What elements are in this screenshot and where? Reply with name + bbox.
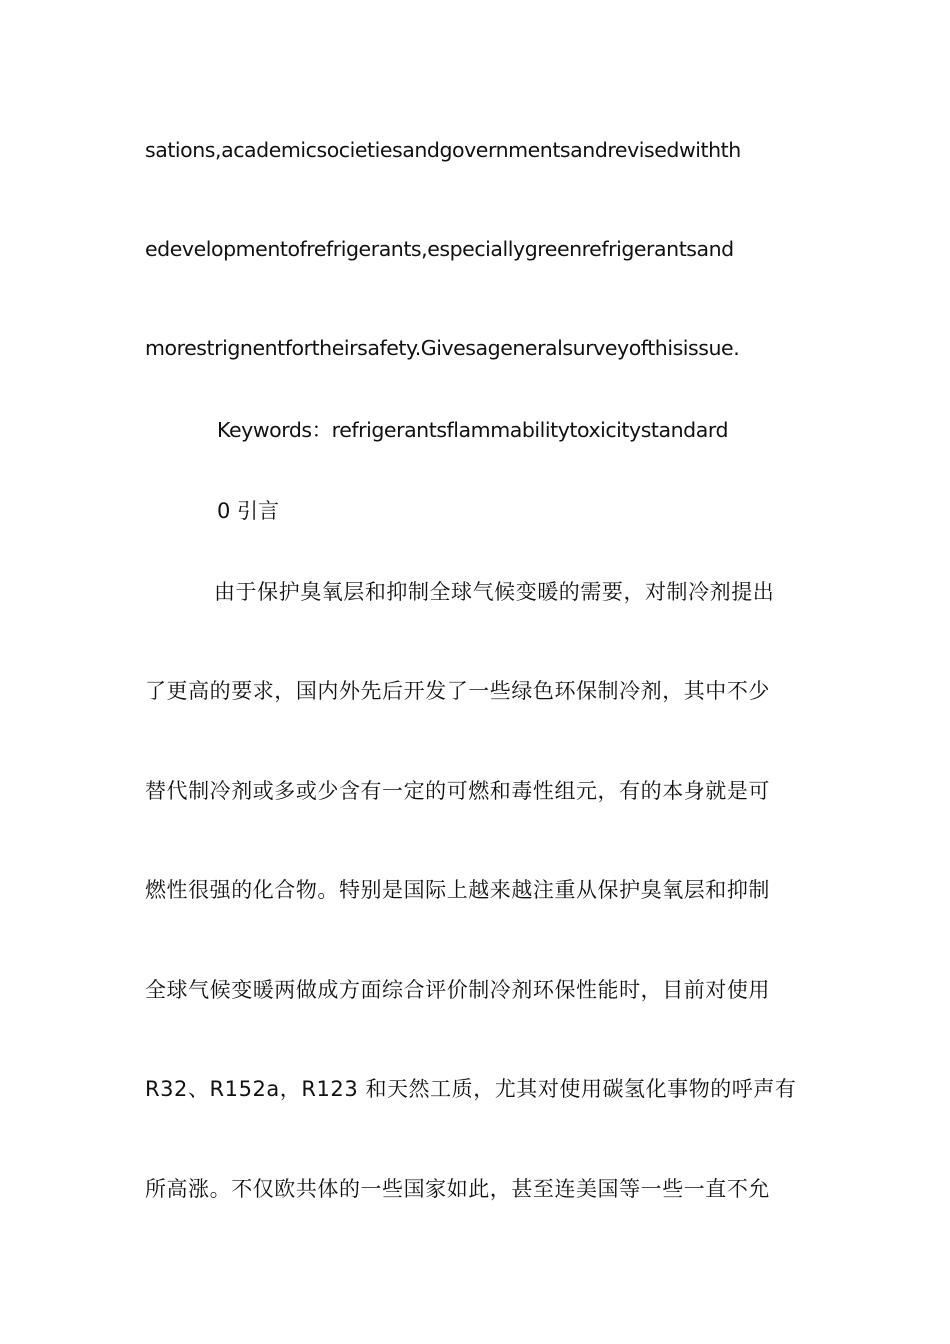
body-line-3: 替代制冷剂或多或少含有一定的可燃和毒性组元，有的本身就是可	[145, 779, 770, 803]
body-line-5: 全球气候变暖两做成方面综合评价制冷剂环保性能时，目前对使用	[145, 978, 770, 1002]
body-line-2: 了更高的要求，国内外先后开发了一些绿色环保制冷剂，其中不少	[145, 679, 770, 703]
section-heading: 0 引言	[217, 499, 280, 523]
keywords-line: Keywords：refrigerantsflammabilitytoxicitystandard	[217, 418, 729, 442]
body-line-4: 燃性很强的化合物。特别是国际上越来越注重从保护臭氧层和抑制	[145, 878, 770, 902]
abstract-line-2: edevelopmentofrefrigerants,especiallygreenrefrigerantsand	[145, 237, 734, 261]
body-line-6: R32、R152a，R123 和天然工质，尤其对使用碳氢化事物的呼声有	[145, 1077, 797, 1101]
body-line-7: 所高涨。不仅欧共体的一些国家如此，甚至连美国等一些一直不允	[145, 1177, 770, 1201]
abstract-line-3: morestrignentfortheirsafety.Givesageneralsurveyofthisissue.	[145, 336, 740, 360]
body-line-1: 由于保护臭氧层和抑制全球气候变暖的需要，对制冷剂提出	[214, 580, 775, 604]
abstract-line-1: sations,academicsocietiesandgovernmentsandrevisedwithth	[145, 138, 741, 162]
